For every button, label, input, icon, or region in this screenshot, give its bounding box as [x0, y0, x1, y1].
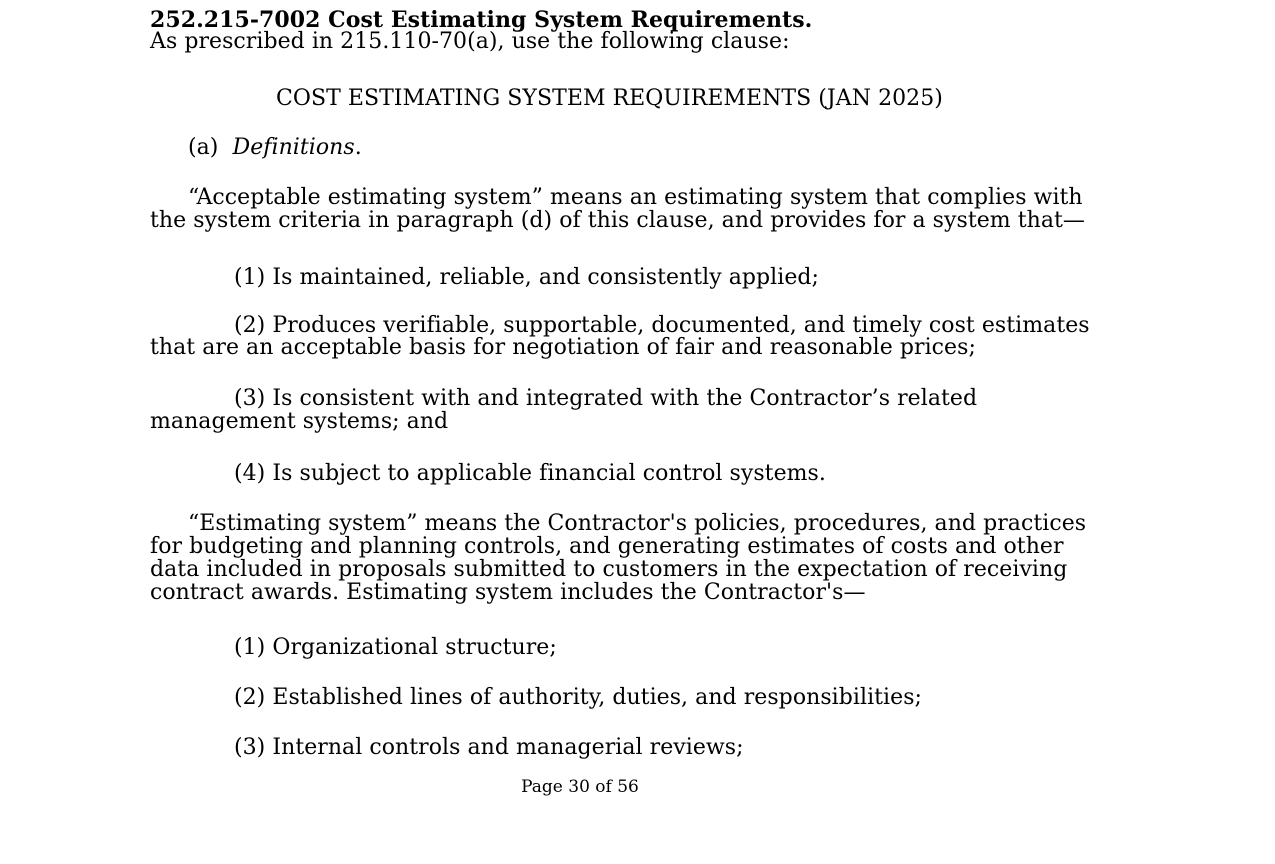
- paragraph-a-title: Definitions: [232, 135, 355, 160]
- estimating-item-1: (1) Organizational structure;: [234, 635, 557, 660]
- paragraph-a-label: (a): [188, 135, 219, 160]
- acceptable-item-2-line-1: (2) Produces verifiable, supportable, documented, and timely cost estimates: [234, 313, 1090, 338]
- section-heading: 252.215-7002 Cost Estimating System Requirements.: [150, 7, 813, 33]
- acceptable-def-line-2: the system criteria in paragraph (d) of this clause, and provides for a system that—: [150, 208, 1085, 233]
- estimating-item-3: (3) Internal controls and managerial reviews;: [234, 735, 744, 760]
- estimating-def-line-1: “Estimating system” means the Contractor's policies, procedures, and practices: [188, 511, 1087, 536]
- acceptable-def-line-1: “Acceptable estimating system” means an estimating system that complies with: [188, 185, 1083, 210]
- prescription-text: As prescribed in 215.110-70(a), use the following clause:: [150, 29, 790, 54]
- acceptable-item-2-line-2: that are an acceptable basis for negotiation of fair and reasonable prices;: [150, 335, 976, 360]
- acceptable-item-3-line-1: (3) Is consistent with and integrated with the Contractor’s related: [234, 386, 978, 411]
- page-number-footer: Page 30 of 56: [521, 777, 639, 797]
- paragraph-a-period: .: [354, 135, 362, 160]
- estimating-def-line-4: contract awards. Estimating system includes the Contractor's—: [150, 580, 866, 605]
- acceptable-item-1: (1) Is maintained, reliable, and consistently applied;: [234, 265, 820, 290]
- acceptable-item-3-line-2: management systems; and: [150, 409, 449, 434]
- estimating-def-line-2: for budgeting and planning controls, and generating estimates of costs and other: [150, 534, 1064, 559]
- paragraph-a-heading: [188, 136, 362, 160]
- estimating-def-line-3: data included in proposals submitted to customers in the expectation of receiving: [150, 557, 1068, 582]
- clause-title: COST ESTIMATING SYSTEM REQUIREMENTS (JAN 2025): [276, 86, 943, 111]
- acceptable-item-4: (4) Is subject to applicable financial control systems.: [234, 461, 826, 486]
- estimating-item-2: (2) Established lines of authority, duties, and responsibilities;: [234, 685, 922, 710]
